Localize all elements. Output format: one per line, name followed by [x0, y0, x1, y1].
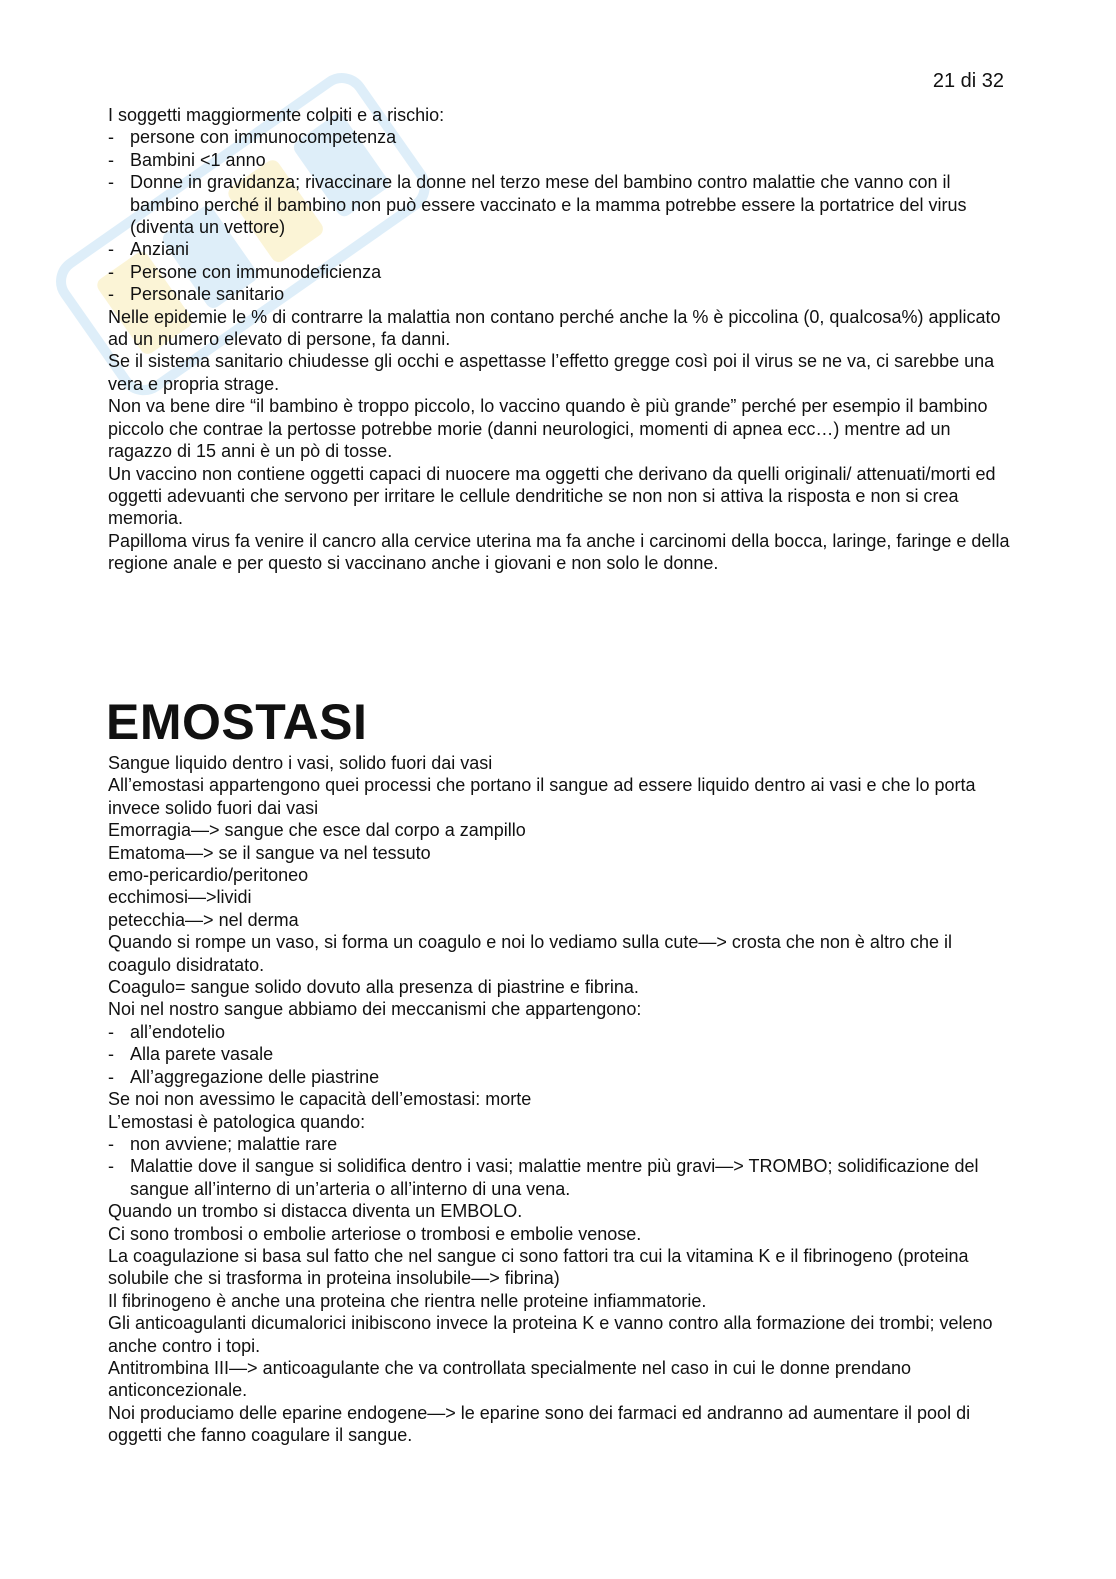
- paragraph: Nelle epidemie le % di contrarre la malattia non contano perché anche la % è piccolina (0, qualcosa%) applicato ad un numero elevato di persone, fa danni.: [108, 306, 1001, 350]
- mechanism-list: [108, 1021, 1018, 1088]
- list-item: - Persone con immunodeficienza: [108, 261, 382, 282]
- list-item: - Anziani: [108, 239, 190, 260]
- line: Coagulo= sangue solido dovuto alla presenza di piastrine e fibrina.: [108, 977, 639, 998]
- line: emo-pericardio/peritoneo: [108, 865, 309, 886]
- line: All’emostasi appartengono quei processi che portano il sangue ad essere liquido dentro ai vasi e che lo porta invece solido fuori dai vasi: [108, 775, 976, 818]
- risk-list: [108, 126, 1018, 305]
- list-item: - Donne in gravidanza; rivaccinare la donne nel terzo mese del bambino contro malattie che vanno con il bambino perché il bambino non può essere vaccinato e la mamma potrebbe essere la portatrice del virus (diventa un vettore): [108, 172, 967, 238]
- list-item: - Bambini <1 anno: [108, 149, 266, 170]
- paragraph: Se il sistema sanitario chiudesse gli occhi e aspettasse l’effetto gregge così poi il virus se ne va, ci sarebbe una vera e propria strage.: [108, 351, 995, 394]
- line: Ematoma—> se il sangue va nel tessuto: [108, 842, 431, 863]
- list-item: - Alla parete vasale: [108, 1044, 274, 1065]
- line: Quando si rompe un vaso, si forma un coagulo e noi lo vediamo sulla cute—> crosta che non è altro che il coagulo disidratato.: [108, 932, 952, 975]
- line: Gli anticoagulanti dicumalorici inibiscono invece la proteina K e vanno contro alla formazione dei trombi; veleno anche contro i topi.: [108, 1313, 993, 1356]
- list-item: - persone con immunocompetenza: [108, 127, 397, 148]
- line: petecchia—> nel derma: [108, 909, 299, 930]
- line: Antitrombina III—> anticoagulante che va controllata specialmente nel caso in cui le donne prendano anticoncezionale.: [108, 1357, 912, 1401]
- intro-text: I soggetti maggiormente colpiti e a rischio:: [108, 105, 445, 125]
- line: Ci sono trombosi o embolie arteriose o trombosi e embolie venose.: [108, 1223, 642, 1244]
- list-item: - non avviene; malattie rare: [108, 1133, 338, 1154]
- paragraph: Papilloma virus fa venire il cancro alla cervice uterina ma fa anche i carcinomi della bocca, laringe, faringe e della regione anale e per questo si vaccinano anche i giovani e non solo le donne.: [108, 530, 1010, 574]
- paragraph: Un vaccino non contiene oggetti capaci di nuocere ma oggetti che derivano da quelli originali/ attenuati/morti ed oggetti adevuanti che servono per irritare le cellule dendritiche se non non si attiva la risposta e non si crea memoria.: [108, 463, 996, 529]
- line: La coagulazione si basa sul fatto che nel sangue ci sono fattori tra cui la vitamina K e il fibrinogeno (proteina solubile che si trasforma in proteina insolubile—> fibrina): [108, 1245, 969, 1289]
- line: Se noi non avessimo le capacità dell’emostasi: morte: [108, 1089, 532, 1110]
- list-item: - all’endotelio: [108, 1021, 226, 1042]
- pathology-list: [108, 1133, 1018, 1200]
- line: L’emostasi è patologica quando:: [108, 1111, 366, 1132]
- line: Emorragia—> sangue che esce dal corpo a zampillo: [108, 820, 526, 841]
- line: Il fibrinogeno è anche una proteina che rientra nelle proteine infiammatorie.: [108, 1290, 707, 1311]
- page-number: 21 di 32: [932, 70, 1004, 92]
- section-emostasi: [108, 752, 1018, 1447]
- paragraph: Non va bene dire “il bambino è troppo piccolo, lo vaccino quando è più grande” perché per esempio il bambino piccolo che contrae la pertosse potrebbe morie (danni neurologici, momenti di apnea ecc…) mentre ad un ragazzo di 15 anni è un pò di tosse.: [108, 396, 988, 462]
- list-item: - All’aggregazione delle piastrine: [108, 1066, 380, 1087]
- line: Sangue liquido dentro i vasi, solido fuori dai vasi: [108, 753, 493, 773]
- list-item: - Personale sanitario: [108, 284, 285, 305]
- section-risk-groups: [108, 104, 1018, 575]
- line: Noi nel nostro sangue abbiamo dei meccanismi che appartengono:: [108, 999, 642, 1020]
- list-item: - Malattie dove il sangue si solidifica dentro i vasi; malattie mentre più gravi—> TROMBO; solidificazione del sangue all’interno di un’arteria o all’interno di una vena.: [108, 1156, 979, 1199]
- section-heading-emostasi: EMOSTASI: [106, 694, 368, 750]
- line: Noi produciamo delle eparine endogene—> le eparine sono dei farmaci ed andranno ad aumentare il pool di oggetti che fanno coagulare il sangue.: [108, 1402, 971, 1446]
- line: Quando un trombo si distacca diventa un EMBOLO.: [108, 1201, 523, 1222]
- line: ecchimosi—>lividi: [108, 887, 252, 908]
